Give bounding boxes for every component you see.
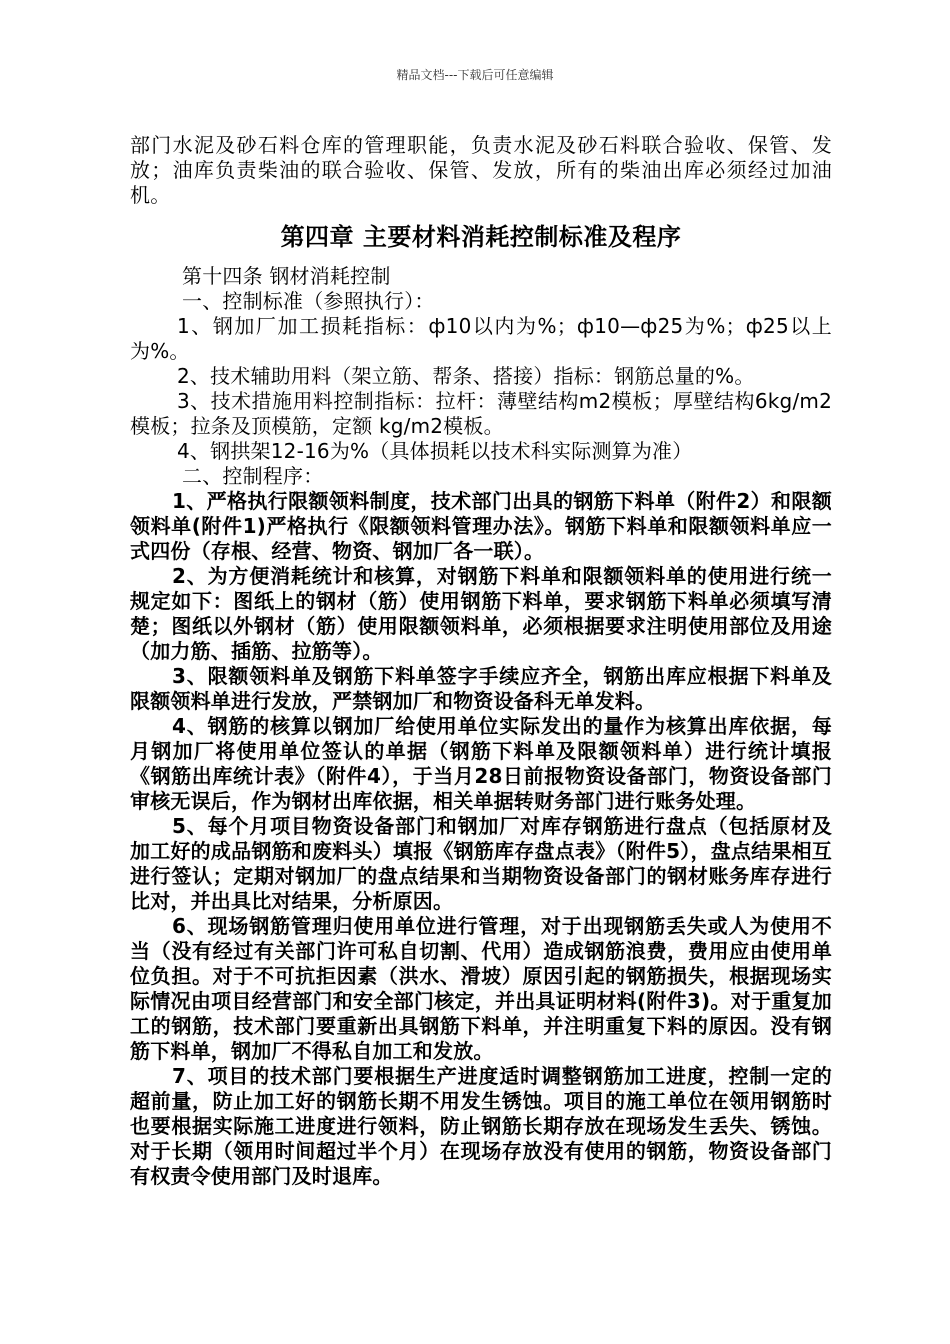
article-title: 第十四条 钢材消耗控制	[182, 264, 391, 288]
procedure-item-1: 1、严格执行限额领料制度，技术部门出具的钢筋下料单（附件2）和限额领料单(附件1)严格执行《限额领料管理办法》。钢筋下料单和限额领料单应一式四份（存根、经营、物资、钢加厂各一联）。	[130, 489, 832, 563]
standard-item-3: 3、技术措施用料控制指标：拉杆：薄壁结构m2模板；厚壁结构6kg/m2模板；拉条及顶模筋，定额 kg/m2模板。	[130, 389, 832, 438]
procedure-heading: 二、控制程序：	[182, 464, 324, 488]
standard-heading: 一、控制标准（参照执行）：	[182, 289, 435, 313]
standard-item-2: 2、技术辅助用料（架立筋、帮条、搭接）指标：钢筋总量的%。	[177, 364, 755, 388]
chapter-title: 第四章 主要材料消耗控制标准及程序	[280, 223, 682, 251]
procedure-item-3: 3、限额领料单及钢筋下料单签字手续应齐全，钢筋出库应根据下料单及限额领料单进行发放，严禁钢加厂和物资设备科无单发料。	[130, 664, 832, 713]
procedure-item-4: 4、钢筋的核算以钢加厂给使用单位实际发出的量作为核算出库依据，每月钢加厂将使用单位签认的单据（钢筋下料单及限额领料单）进行统计填报《钢筋出库统计表》（附件4），于当月28日前报物资设备部门，物资设备部门审核无误后，作为钢材出库依据，相关单据转财务部门进行账务处理。	[130, 714, 832, 813]
procedure-item-5: 5、每个月项目物资设备部门和钢加厂对库存钢筋进行盘点（包括原材及加工好的成品钢筋和废料头）填报《钢筋库存盘点表》（附件5），盘点结果相互进行签认；定期对钢加厂的盘点结果和当期物资设备部门的钢材账务库存进行比对，并出具比对结果，分析原因。	[130, 814, 832, 913]
page-header: 精品文档---下载后可任意编辑	[396, 68, 554, 82]
standard-item-4: 4、钢拱架12-16为%（具体损耗以技术科实际测算为准）	[177, 439, 693, 463]
intro-paragraph: 部门水泥及砂石料仓库的管理职能，负责水泥及砂石料联合验收、保管、发放；油库负责柴油的联合验收、保管、发放，所有的柴油出库必须经过加油机。	[130, 133, 832, 207]
standard-item-1: 1、钢加厂加工损耗指标：ф10以内为%；ф10—ф25为%；ф25以上为%。	[130, 314, 832, 363]
procedure-item-6: 6、现场钢筋管理归使用单位进行管理，对于出现钢筋丢失或人为使用不当（没有经过有关部门许可私自切割、代用）造成钢筋浪费，费用应由使用单位负担。对于不可抗拒因素（洪水、滑坡）原因引起的钢筋损失，根据现场实际情况由项目经营部门和安全部门核定，并出具证明材料(附件3)。对于重复加工的钢筋，技术部门要重新出具钢筋下料单，并注明重复下料的原因。没有钢筋下料单，钢加厂不得私自加工和发放。	[130, 914, 832, 1063]
procedure-item-2: 2、为方便消耗统计和核算，对钢筋下料单和限额领料单的使用进行统一规定如下：图纸上的钢材（筋）使用钢筋下料单，要求钢筋下料单必须填写清楚；图纸以外钢材（筋）使用限额领料单，必须根据要求注明使用部位及用途（加力筋、插筋、拉筋等）。	[130, 564, 832, 663]
procedure-item-7: 7、项目的技术部门要根据生产进度适时调整钢筋加工进度，控制一定的超前量，防止加工好的钢筋长期不用发生锈蚀。项目的施工单位在领用钢筋时也要根据实际施工进度进行领料，防止钢筋长期存放在现场发生丢失、锈蚀。对于长期（领用时间超过半个月）在现场存放没有使用的钢筋，物资设备部门有权责令使用部门及时退库。	[130, 1064, 832, 1188]
document-body	[130, 133, 832, 1189]
